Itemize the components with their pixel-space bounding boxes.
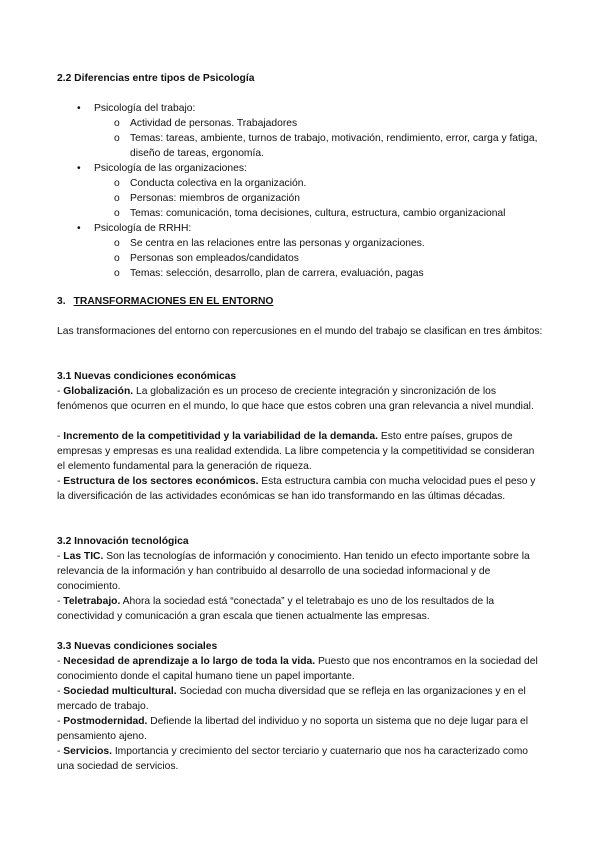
group-label: Psicología del trabajo: — [94, 103, 196, 114]
list-item — [57, 474, 545, 504]
item-prefix: - — [57, 476, 64, 487]
list-item-text: Temas: tareas, ambiente, turnos de trabajo, motivación, rendimiento, error, carga y fatiga, diseño de tareas, ergonomía. — [130, 133, 538, 159]
item-text: Son las tecnologías de información y conocimiento. Han tenido un efecto importante sobre la relevancia de la información y han contribuido al desarrollo de una sociedad informacional y de conocimiento. — [57, 551, 530, 592]
item-text: Esto entre países, grupos de empresas y empresas es una realidad extendida. La libre competencia y la competitividad se consideran el elemento fundamental para la generación de riqueza. — [57, 431, 535, 472]
circle-bullet-icon: o — [114, 133, 120, 144]
group-label: Psicología de RRHH: — [94, 223, 192, 234]
list-item-text: Actividad de personas. Trabajadores — [130, 118, 298, 129]
circle-bullet-icon: o — [114, 178, 120, 189]
list-item-text: Temas: comunicación, toma decisiones, cultura, estructura, cambio organizacional — [130, 208, 506, 219]
item-prefix: - — [57, 386, 64, 397]
list-item — [57, 384, 545, 414]
item-text: Ahora la sociedad está “conectada” y el teletrabajo es uno de los resultados de la conectividad y comunicación a gran escala que tienen actualmente las empresas. — [57, 596, 495, 622]
item-term: Las TIC. — [63, 551, 104, 562]
subsection-3-2-heading: 3.2 Innovación tecnológica — [57, 536, 189, 547]
list-item-text: Se centra en las relaciones entre las personas y organizaciones. — [130, 238, 425, 249]
section-3-intro: Las transformaciones del entorno con repercusiones en el mundo del trabajo se clasifican en tres ámbitos: — [57, 326, 543, 337]
section-3-title: TRANSFORMACIONES EN EL ENTORNO — [73, 296, 274, 307]
circle-bullet-icon: o — [114, 208, 120, 219]
section-2-2-heading: 2.2 Diferencias entre tipos de Psicología — [57, 73, 255, 84]
bullet-icon: • — [77, 223, 81, 234]
list-item-text: Conducta colectiva en la organización. — [130, 178, 307, 189]
item-prefix: - — [57, 716, 64, 727]
item-text: La globalización es un proceso de creciente integración y sincronización de los fenómenos que ocurren en el mundo, lo que hace que estos cobren una gran relevancia a nivel mundial. — [57, 386, 534, 412]
bullet-icon: • — [77, 103, 81, 114]
item-term: Teletrabajo. — [63, 596, 121, 607]
item-text: Puesto que nos encontramos en la sociedad del conocimiento donde el capital humano tiene un papel importante. — [57, 656, 538, 682]
group-label: Psicología de las organizaciones: — [94, 163, 247, 174]
list-item-text: Personas son empleados/candidatos — [130, 253, 299, 264]
circle-bullet-icon: o — [114, 118, 120, 129]
item-term: Sociedad multicultural. — [63, 686, 177, 697]
item-text: Sociedad con mucha diversidad que se refleja en las organizaciones y en el mercado de trabajo. — [57, 686, 526, 712]
list-item-text: Personas: miembros de organización — [130, 193, 300, 204]
item-term: Postmodernidad. — [63, 716, 148, 727]
list-item — [57, 429, 545, 474]
item-text: Importancia y crecimiento del sector terciario y cuaternario que nos ha caracterizado como una sociedad de servicios. — [57, 746, 529, 772]
list-item-text: Temas: selección, desarrollo, plan de carrera, evaluación, pagas — [130, 268, 424, 279]
list-item — [57, 594, 545, 624]
circle-bullet-icon: o — [114, 193, 120, 204]
item-prefix: - — [57, 746, 64, 757]
circle-bullet-icon: o — [114, 238, 120, 249]
item-term: Globalización. — [63, 386, 134, 397]
item-text: Esta estructura cambia con mucha velocidad pues el peso y la diversificación de las actividades económicas se han ido transformando en las últimas décadas. — [57, 476, 536, 502]
circle-bullet-icon: o — [114, 253, 120, 264]
item-term: Estructura de los sectores económicos. — [63, 476, 259, 487]
bullet-icon: • — [77, 163, 81, 174]
list-item — [57, 654, 545, 684]
section-3-heading — [57, 294, 273, 309]
subsection-3-1-heading: 3.1 Nuevas condiciones económicas — [57, 371, 237, 382]
section-3-number: 3. — [57, 296, 66, 307]
item-text: Defiende la libertad del individuo y no soporta un sistema que no deje lugar para el pensamiento ajeno. — [57, 716, 529, 742]
item-term: Necesidad de aprendizaje a lo largo de toda la vida. — [63, 656, 316, 667]
item-term: Incremento de la competitividad y la variabilidad de la demanda. — [63, 431, 379, 442]
item-prefix: - — [57, 656, 64, 667]
item-prefix: - — [57, 431, 64, 442]
item-term: Servicios. — [63, 746, 112, 757]
item-prefix: - — [57, 686, 64, 697]
circle-bullet-icon: o — [114, 268, 120, 279]
list-item — [57, 744, 545, 774]
item-prefix: - — [57, 596, 64, 607]
list-item — [57, 684, 545, 714]
item-prefix: - — [57, 551, 64, 562]
subsection-3-3-heading: 3.3 Nuevas condiciones sociales — [57, 641, 218, 652]
list-item — [57, 714, 545, 744]
list-item — [57, 549, 545, 594]
